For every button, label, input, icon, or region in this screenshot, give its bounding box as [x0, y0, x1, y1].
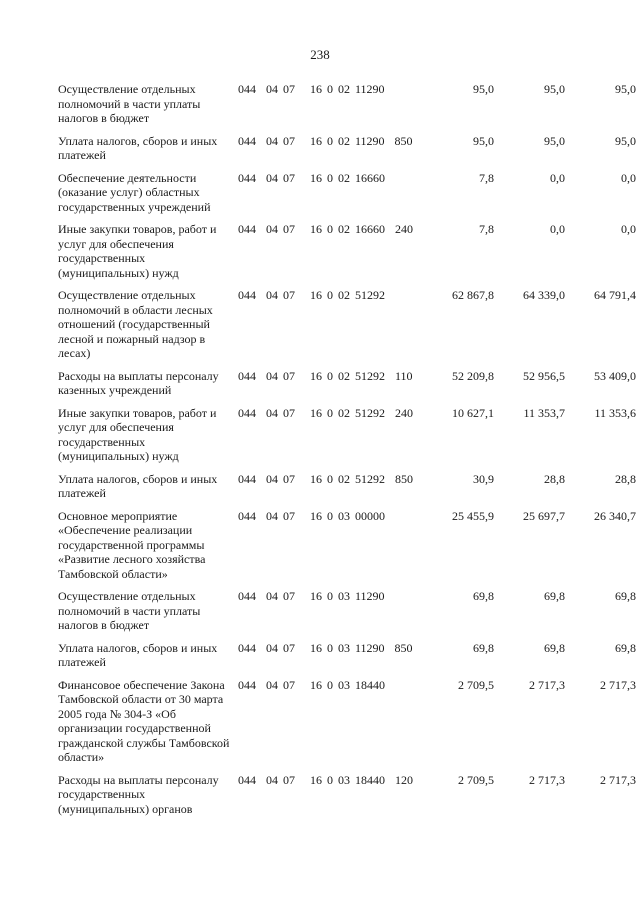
row-value-year-2: 95,0 — [544, 82, 565, 96]
row-name: Финансовое обеспечение Закона Тамбовской области от 30 марта 2005 года № 304-З «Об организации государственной гражданской службы Тамбовской области» — [58, 677, 230, 764]
row-value-year-1: 69,8 — [473, 640, 494, 655]
row-name: Расходы на выплаты персоналу казенных учреждений — [58, 368, 219, 397]
row-value-year-1: 95,0 — [473, 133, 494, 148]
budget-rows — [58, 82, 636, 824]
row-value-year-1: 2 709,5 — [458, 677, 494, 692]
table-row — [58, 641, 636, 678]
row-value-year-2: 69,8 — [544, 640, 565, 655]
row-name: Иные закупки товаров, работ и услуг для обеспечения государственных (муниципальных) нужд — [58, 222, 217, 280]
row-value-year-1: 52 209,8 — [452, 368, 494, 383]
row-value-year-2: 2 717,3 — [529, 772, 565, 787]
table-row — [58, 589, 636, 641]
table-row — [58, 288, 636, 369]
row-value-year-1: 62 867,8 — [452, 288, 494, 302]
row-budget-code: 044 04 07 16 0 03 18440 — [238, 677, 385, 692]
row-value-year-1: 69,8 — [473, 589, 494, 603]
page-number: 238 — [310, 47, 330, 62]
table-row — [58, 369, 636, 406]
row-value-year-2: 0,0 — [550, 170, 565, 185]
row-value-year-1: 95,0 — [473, 82, 494, 96]
row-value-year-2: 2 717,3 — [529, 677, 565, 692]
budget-table — [58, 82, 636, 824]
row-value-year-1: 10 627,1 — [452, 405, 494, 420]
row-value-year-2: 0,0 — [550, 222, 565, 236]
row-name: Уплата налогов, сборов и иных платежей — [58, 640, 218, 669]
table-row — [58, 472, 636, 509]
row-budget-code: 044 04 07 16 0 02 51292 110 — [238, 368, 413, 383]
row-value-year-2: 52 956,5 — [523, 368, 565, 383]
row-value-year-1: 7,8 — [479, 170, 494, 185]
row-name: Осуществление отдельных полномочий в части уплаты налогов в бюджет — [58, 589, 201, 632]
table-row — [58, 82, 636, 134]
row-name: Иные закупки товаров, работ и услуг для обеспечения государственных (муниципальных) нужд — [58, 405, 217, 463]
row-budget-code: 044 04 07 16 0 02 51292 240 — [238, 405, 413, 420]
row-budget-code: 044 04 07 16 0 03 18440 120 — [238, 772, 413, 787]
table-row — [58, 171, 636, 223]
row-budget-code: 044 04 07 16 0 03 11290 — [238, 589, 385, 603]
row-value-year-3: 0,0 — [621, 222, 636, 236]
row-value-year-2: 95,0 — [544, 133, 565, 148]
table-row — [58, 678, 636, 773]
row-value-year-3: 2 717,3 — [600, 772, 636, 787]
table-row — [58, 773, 636, 825]
table-row — [58, 406, 636, 472]
row-budget-code: 044 04 07 16 0 02 51292 — [238, 288, 385, 302]
row-budget-code: 044 04 07 16 0 03 11290 850 — [238, 640, 413, 655]
row-budget-code: 044 04 07 16 0 02 51292 850 — [238, 471, 413, 486]
row-value-year-2: 64 339,0 — [523, 288, 565, 302]
row-budget-code: 044 04 07 16 0 02 16660 — [238, 170, 385, 185]
row-value-year-3: 53 409,0 — [594, 368, 636, 383]
row-value-year-1: 25 455,9 — [452, 508, 494, 523]
table-row — [58, 134, 636, 171]
row-budget-code: 044 04 07 16 0 02 11290 — [238, 82, 385, 96]
row-value-year-2: 69,8 — [544, 589, 565, 603]
row-value-year-1: 30,9 — [473, 471, 494, 486]
row-value-year-2: 25 697,7 — [523, 508, 565, 523]
row-value-year-1: 7,8 — [479, 222, 494, 236]
row-value-year-2: 28,8 — [544, 471, 565, 486]
table-row — [58, 509, 636, 590]
row-value-year-3: 69,8 — [615, 589, 636, 603]
row-value-year-3: 26 340,7 — [594, 508, 636, 523]
row-value-year-3: 2 717,3 — [600, 677, 636, 692]
row-name: Расходы на выплаты персоналу государственных (муниципальных) органов — [58, 772, 219, 816]
row-value-year-1: 2 709,5 — [458, 772, 494, 787]
row-name: Уплата налогов, сборов и иных платежей — [58, 133, 218, 162]
row-value-year-3: 28,8 — [615, 471, 636, 486]
row-name: Осуществление отдельных полномочий в области лесных отношений (государственный лесной и пожарный надзор в лесах) — [58, 288, 213, 360]
row-budget-code: 044 04 07 16 0 02 11290 850 — [238, 133, 413, 148]
row-value-year-3: 0,0 — [621, 170, 636, 185]
row-value-year-3: 64 791,4 — [594, 288, 636, 302]
row-value-year-2: 11 353,7 — [523, 405, 565, 420]
row-name: Обеспечение деятельности (оказание услуг) областных государственных учреждений — [58, 170, 211, 214]
row-value-year-3: 11 353,6 — [594, 405, 636, 420]
row-name: Осуществление отдельных полномочий в части уплаты налогов в бюджет — [58, 82, 201, 125]
row-budget-code: 044 04 07 16 0 03 00000 — [238, 508, 385, 523]
table-row — [58, 222, 636, 288]
row-name: Основное мероприятие «Обеспечение реализации государственной программы «Развитие лесного хозяйства Тамбовской области» — [58, 508, 206, 581]
row-value-year-3: 69,8 — [615, 640, 636, 655]
row-value-year-3: 95,0 — [615, 133, 636, 148]
row-value-year-3: 95,0 — [615, 82, 636, 96]
row-name: Уплата налогов, сборов и иных платежей — [58, 471, 218, 500]
row-budget-code: 044 04 07 16 0 02 16660 240 — [238, 222, 413, 236]
